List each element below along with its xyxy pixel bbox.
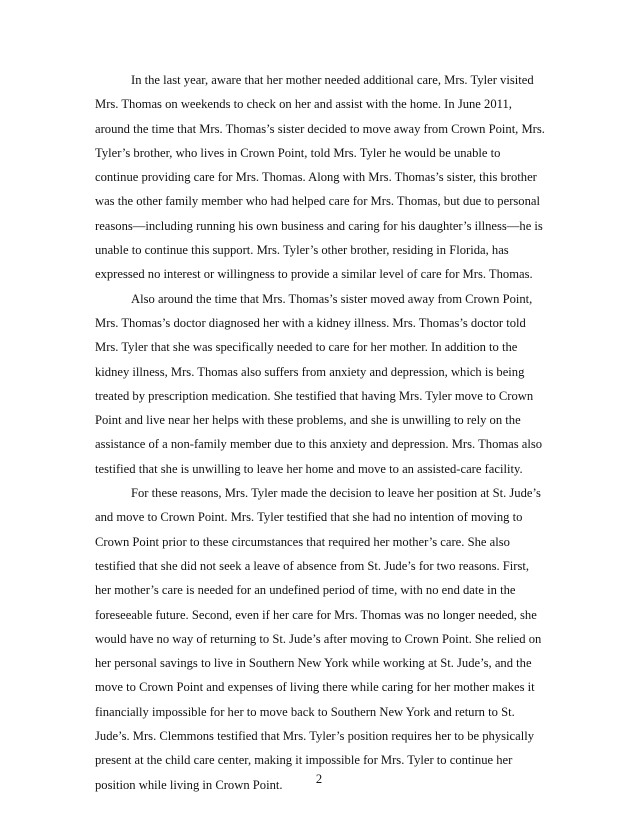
text-line: kidney illness, Mrs. Thomas also suffers from anxiety and depression, which is being — [95, 364, 525, 379]
document-body — [95, 68, 547, 797]
text-line: Jude’s. Mrs. Clemmons testified that Mrs. Tyler’s position requires her to be physically — [95, 729, 535, 744]
text-line: Mrs. Thomas on weekends to check on her and assist with the home. In June 2011, — [95, 97, 512, 112]
text-line: would have no way of returning to St. Jude’s after moving to Crown Point. She relied on — [95, 631, 542, 646]
text-line: treated by prescription medication. She testified that having Mrs. Tyler move to Crown — [95, 388, 534, 403]
paragraph-1 — [95, 68, 547, 287]
text-line: foreseeable future. Second, even if her care for Mrs. Thomas was no longer needed, she — [95, 607, 537, 622]
text-line: Tyler’s brother, who lives in Crown Point, told Mrs. Tyler he would be unable to — [95, 145, 501, 160]
text-line: assistance of a non-family member due to this anxiety and depression. Mrs. Thomas also — [95, 437, 543, 452]
text-line: was the other family member who had helped care for Mrs. Thomas, but due to personal — [95, 194, 540, 209]
text-line: In the last year, aware that her mother needed additional care, Mrs. Tyler visited — [131, 73, 534, 87]
text-line: continue providing care for Mrs. Thomas. Along with Mrs. Thomas’s sister, this brother — [95, 170, 537, 185]
text-line: Point and live near her helps with these problems, and she is unwilling to rely on the — [95, 413, 521, 428]
paragraph-2 — [95, 287, 547, 481]
text-line: move to Crown Point and expenses of living there while caring for her mother makes it — [95, 680, 535, 695]
text-line: position while living in Crown Point. — [95, 777, 283, 792]
text-line: Crown Point prior to these circumstances that required her mother’s care. She also — [95, 534, 510, 549]
text-line: her personal savings to live in Southern New York while working at St. Jude’s, and the — [95, 656, 532, 671]
text-line: For these reasons, Mrs. Tyler made the decision to leave her position at St. Jude’s — [131, 486, 541, 501]
text-line: present at the child care center, making it impossible for Mrs. Tyler to continue her — [95, 753, 513, 768]
text-line: Mrs. Tyler that she was specifically needed to care for her mother. In addition to the — [95, 340, 518, 355]
text-line: her mother’s care is needed for an undefined period of time, with no end date in the — [95, 583, 516, 598]
text-line: unable to continue this support. Mrs. Tyler’s other brother, residing in Florida, has — [95, 243, 509, 258]
text-line: reasons—including running his own business and caring for his daughter’s illness—he is — [95, 218, 543, 233]
paragraph-3 — [95, 481, 547, 797]
text-line: around the time that Mrs. Thomas’s sister decided to move away from Crown Point, Mrs. — [95, 121, 545, 136]
page-number: 2 — [315, 772, 323, 786]
text-line: testified that she is unwilling to leave her home and move to an assisted-care facility. — [95, 461, 523, 476]
text-line: Also around the time that Mrs. Thomas’s sister moved away from Crown Point, — [131, 291, 533, 306]
text-line: testified that she did not seek a leave of absence from St. Jude’s for two reasons. First, — [95, 558, 530, 573]
text-line: and move to Crown Point. Mrs. Tyler testified that she had no intention of moving to — [95, 510, 523, 525]
text-line: financially impossible for her to move back to Southern New York and return to St. — [95, 704, 515, 719]
text-line: expressed no interest or willingness to provide a similar level of care for Mrs. Thomas. — [95, 267, 533, 282]
text-line: Mrs. Thomas’s doctor diagnosed her with a kidney illness. Mrs. Thomas’s doctor told — [95, 315, 526, 330]
